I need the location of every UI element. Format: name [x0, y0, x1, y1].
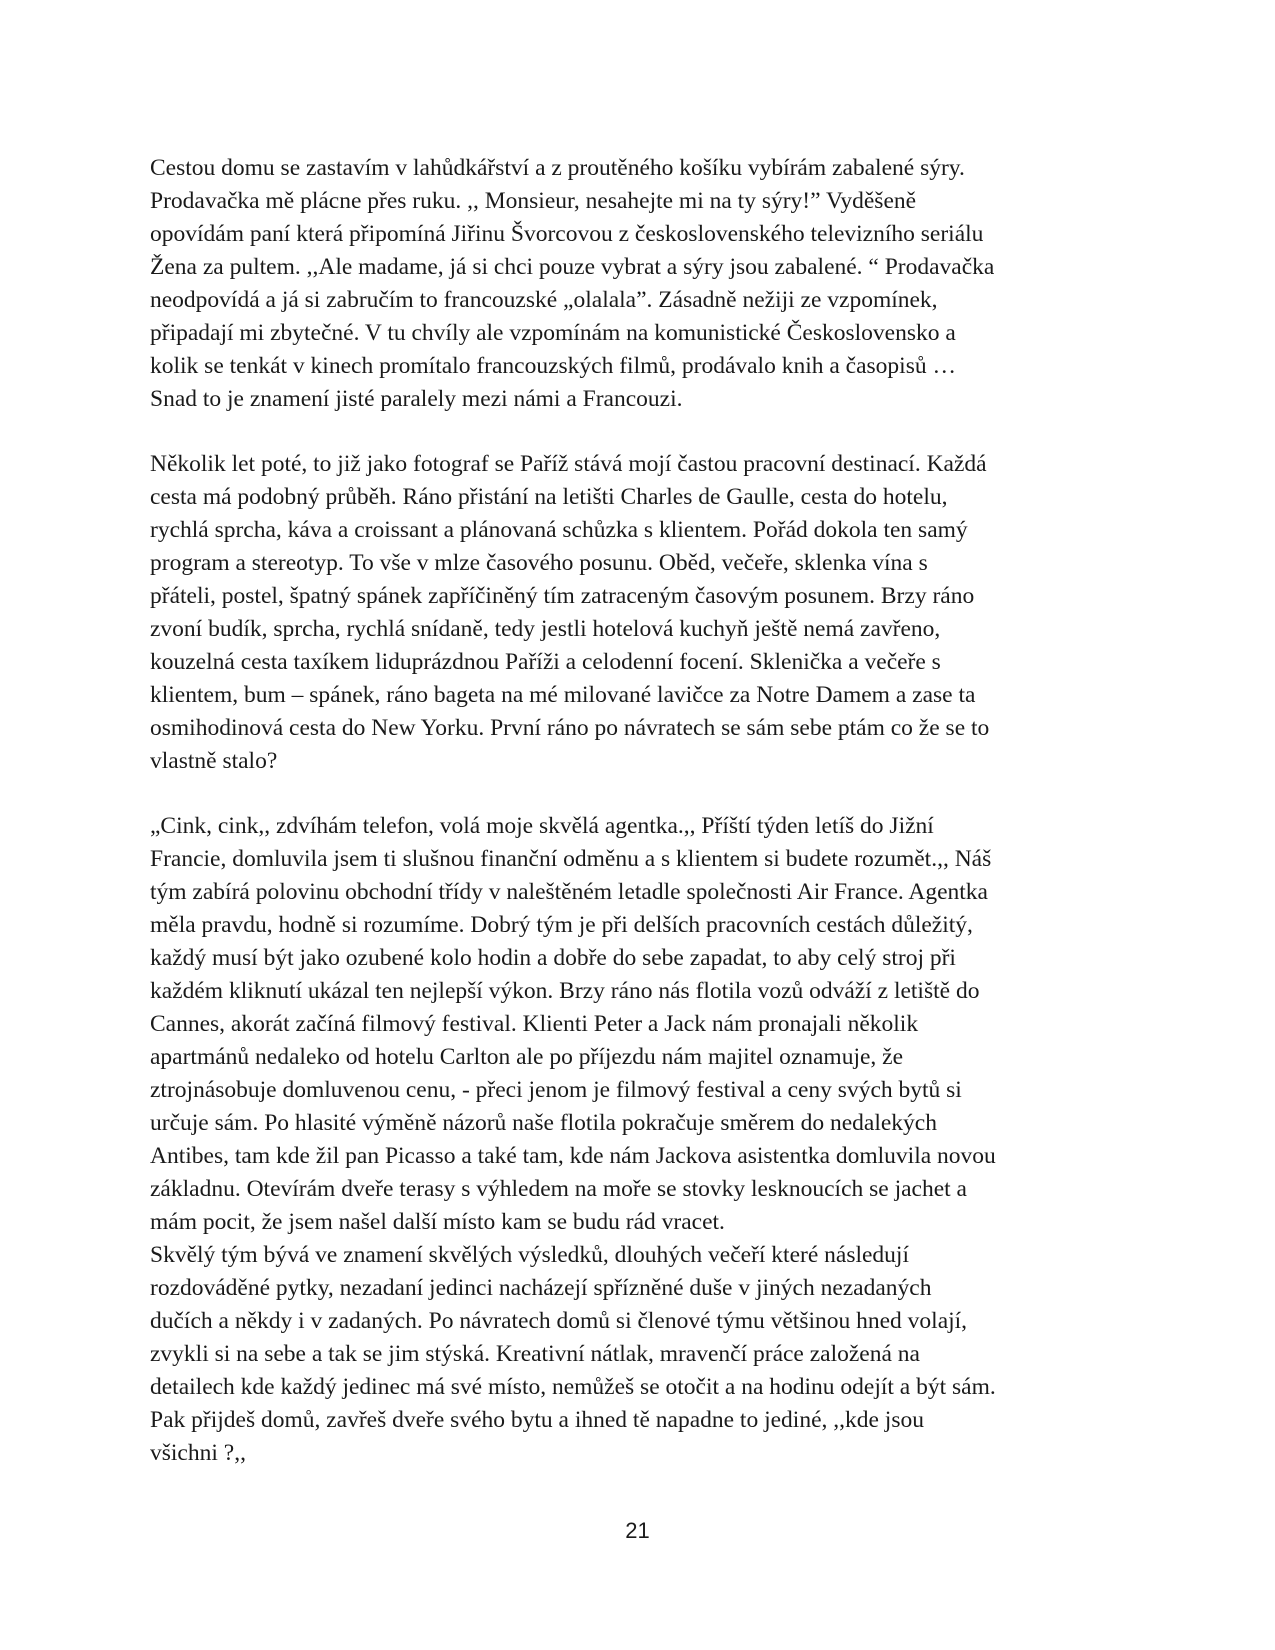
- text-line: Cannes, akorát začíná filmový festival. Klienti Peter a Jack nám pronajali několik: [150, 1011, 919, 1037]
- text-line: Snad to je znamení jisté paralely mezi námi a Francouzi.: [150, 386, 683, 412]
- paragraph-1: [150, 152, 1130, 416]
- text-line: každý musí být jako ozubené kolo hodin a dobře do sebe zapadat, to aby celý stroj při: [150, 945, 956, 971]
- text-line: Pak přijdeš domů, zavřeš dveře svého bytu a ihned tě napadne to jediné, ,,kde jsou: [150, 1407, 924, 1433]
- text-line: Několik let poté, to již jako fotograf se Paříž stává mojí častou pracovní destinací. Každá: [150, 451, 987, 477]
- text-line: kouzelná cesta taxíkem liduprázdnou Paříži a celodenní focení. Sklenička a večeře s: [150, 649, 941, 675]
- text-line: měla pravdu, hodně si rozumíme. Dobrý tým je při delších pracovních cestách důležitý,: [150, 912, 973, 938]
- text-line: Cestou domu se zastavím v lahůdkářství a z proutěného košíku vybírám zabalené sýry.: [150, 155, 965, 181]
- text-line: Francie, domluvila jsem ti slušnou finanční odměnu a s klientem si budete rozumět.,, Náš: [150, 846, 992, 872]
- text-line: základnu. Otevírám dveře terasy s výhledem na moře se stovky lesknoucích se jachet a: [150, 1176, 967, 1202]
- paragraph-gap: [150, 778, 1130, 810]
- page-number: 21: [625, 1518, 650, 1543]
- text-line: zvoní budík, sprcha, rychlá snídaně, tedy jestli hotelová kuchyň ještě nemá zavřeno,: [150, 616, 941, 642]
- text-line: klientem, bum – spánek, ráno bageta na mé milované lavičce za Notre Damem a zase ta: [150, 682, 976, 708]
- text-line: připadají mi zbytečné. V tu chvíly ale vzpomínám na komunistické Československo a: [150, 320, 956, 346]
- paragraph-3: [150, 810, 1130, 1470]
- text-line: všichni ?,,: [150, 1440, 246, 1466]
- text-line: Žena za pultem. ,,Ale madame, já si chci pouze vybrat a sýry jsou zabalené. “ Prodavačka: [150, 254, 995, 280]
- document-body: [150, 152, 1130, 1470]
- text-line: apartmánů nedaleko od hotelu Carlton ale po příjezdu nám majitel oznamuje, že: [150, 1044, 904, 1070]
- text-line: cesta má podobný průběh. Ráno přistání na letišti Charles de Gaulle, cesta do hotelu,: [150, 484, 948, 510]
- paragraph-gap: [150, 416, 1130, 448]
- text-line: ztrojnásobuje domluvenou cenu, - přeci jenom je filmový festival a ceny svých bytů si: [150, 1077, 962, 1103]
- text-line: program a stereotyp. To vše v mlze časového posunu. Oběd, večeře, sklenka vína s: [150, 550, 928, 576]
- text-line: detailech kde každý jedinec má své místo, nemůžeš se otočit a na hodinu odejít a být sám.: [150, 1374, 996, 1400]
- text-line: opovídám paní která připomíná Jiřinu Švorcovou z československého televizního seriálu: [150, 221, 984, 247]
- text-line: neodpovídá a já si zabručím to francouzské „olalala”. Zásadně nežiji ze vzpomínek,: [150, 287, 938, 313]
- text-line: rychlá sprcha, káva a croissant a plánovaná schůzka s klientem. Pořád dokola ten samý: [150, 517, 968, 543]
- text-line: přáteli, postel, špatný spánek zapříčiněný tím zatraceným časovým posunem. Brzy ráno: [150, 583, 975, 609]
- text-line: dučích a někdy i v zadaných. Po návratech domů si členové týmu většinou hned volají,: [150, 1308, 968, 1334]
- text-line: určuje sám. Po hlasité výměně názorů naše flotila pokračuje směrem do nedalekých: [150, 1110, 937, 1136]
- text-line: Prodavačka mě plácne přes ruku. ,, Monsieur, nesahejte mi na ty sýry!” Vyděšeně: [150, 188, 917, 214]
- text-line: Skvělý tým bývá ve znamení skvělých výsledků, dlouhých večeří které následují: [150, 1242, 909, 1268]
- text-line: mám pocit, že jsem našel další místo kam se budu rád vracet.: [150, 1209, 725, 1235]
- text-line: osmihodinová cesta do New Yorku. První ráno po návratech se sám sebe ptám co že se to: [150, 715, 990, 741]
- paragraph-2: [150, 448, 1130, 778]
- text-line: tým zabírá polovinu obchodní třídy v naleštěném letadle společnosti Air France. Agentka: [150, 879, 988, 905]
- text-line: vlastně stalo?: [150, 748, 278, 774]
- text-line: Antibes, tam kde žil pan Picasso a také tam, kde nám Jackova asistentka domluvila novou: [150, 1143, 996, 1169]
- text-line: kolik se tenkát v kinech promítalo francouzských filmů, prodávalo knih a časopisů …: [150, 353, 956, 379]
- text-line: každém kliknutí ukázal ten nejlepší výkon. Brzy ráno nás flotila vozů odváží z letiště do: [150, 978, 980, 1004]
- text-line: zvykli si na sebe a tak se jim stýská. Kreativní nátlak, mravenčí práce založená na: [150, 1341, 920, 1367]
- text-line: rozdováděné pytky, nezadaní jedinci nacházejí spřízněné duše v jiných nezadaných: [150, 1275, 932, 1301]
- text-line: „Cink, cink,, zdvíhám telefon, volá moje skvělá agentka.,, Příští týden letíš do Jižní: [150, 813, 934, 839]
